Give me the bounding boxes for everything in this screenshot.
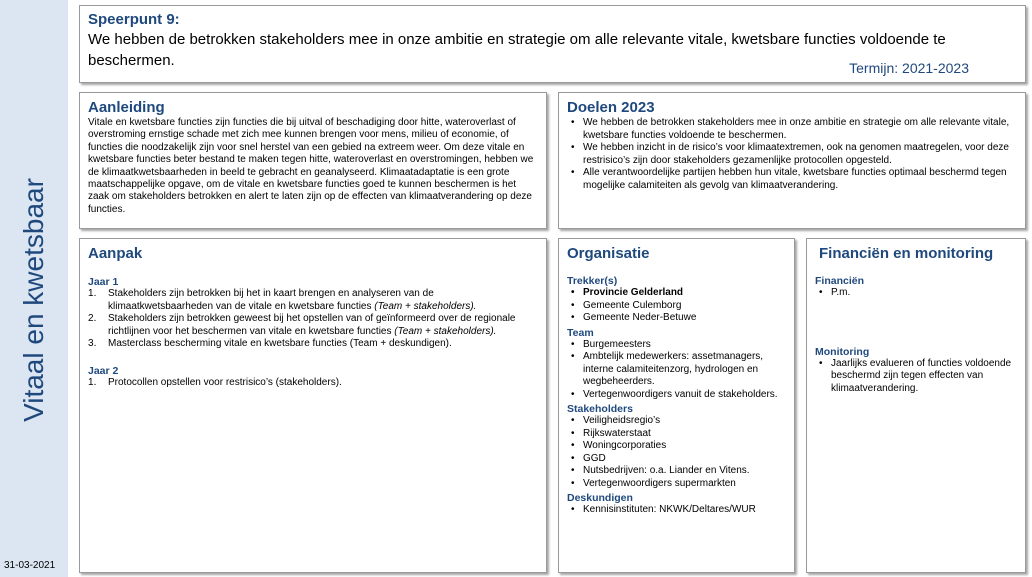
- financien-title: Financiën en monitoring: [819, 245, 994, 262]
- monitoring-list: [815, 358, 1017, 396]
- list-item: • Rijkswaterstaat: [583, 428, 786, 441]
- jaar1-label: Jaar 1: [88, 276, 119, 288]
- organisatie-box: [558, 238, 795, 573]
- team-list: [567, 339, 786, 402]
- list-item: • GGD: [583, 453, 786, 466]
- header-term: Termijn: 2021-2023: [849, 60, 969, 76]
- list-item: • Gemeente Neder-Betuwe: [583, 312, 786, 325]
- list-item: • Vertegenwoordigers vanuit de stakeholders.: [583, 389, 786, 402]
- trekkers-label: Trekker(s): [567, 275, 618, 287]
- list-item: • We hebben inzicht in de risico’s voor klimaatextremen, ook na genomen maatregelen, voor deze restrisico’s zijn door stakeholders gezamenlijke protocollen opgesteld.: [583, 142, 1017, 167]
- header-heading: Speerpunt 9:: [88, 11, 180, 28]
- sidebar-title: Vitaal en kwetsbaar: [18, 178, 49, 422]
- list-item: [108, 288, 538, 313]
- list-item: • Nutsbedrijven: o.a. Liander en Vitens.: [583, 465, 786, 478]
- item-note: (Team + stakeholders).: [394, 325, 497, 337]
- team-label: Team: [567, 326, 594, 339]
- deskundigen-label: Deskundigen: [567, 492, 633, 504]
- jaar2-list: [88, 377, 538, 390]
- list-item: [108, 313, 538, 338]
- list-item: • We hebben de betrokken stakeholders mee in onze ambitie en strategie om alle relevante vitale, kwetsbare functies voldoende te beschermen.: [583, 117, 1017, 142]
- monitoring-label: Monitoring: [815, 345, 870, 358]
- list-item: • Woningcorporaties: [583, 440, 786, 453]
- list-item: • Burgemeesters: [583, 339, 786, 352]
- organisatie-title: Organisatie: [567, 245, 650, 262]
- doelen-list: [567, 117, 1017, 192]
- list-item: • Ambtelijk medewerkers: assetmanagers, interne calamiteitenzorg, hydrologen en wegbeheerders.: [583, 351, 786, 389]
- aanpak-box: [79, 238, 547, 573]
- item-note: (Team + stakeholders).: [374, 300, 477, 312]
- list-item: • P.m.: [831, 287, 1017, 300]
- list-item: • Jaarlijks evalueren of functies voldoende beschermd zijn tegen effecten van klimaatverandering.: [831, 358, 1017, 396]
- header-box: [79, 5, 1026, 83]
- financien-label: Financiën: [815, 275, 865, 287]
- date-label: 31-03-2021: [4, 560, 56, 571]
- list-item: • Vertegenwoordigers supermarkten: [583, 478, 786, 491]
- header-text: We hebben de betrokken stakeholders mee in onze ambitie en strategie om alle relevante vitale, kwetsbare functies voldoende te beschermen.: [88, 31, 946, 69]
- financien-list: [815, 287, 1017, 300]
- financien-box: [806, 238, 1026, 573]
- trekkers-list: [567, 287, 786, 325]
- list-item: • Alle verantwoordelijke partijen hebben hun vitale, kwetsbare functies optimaal beschermd tegen mogelijke calamiteiten als gevolg van klimaatverandering.: [583, 167, 1017, 192]
- aanleiding-text: Vitale en kwetsbare functies zijn functies die bij uitval of beschadiging door hitte, wateroverlast of overstroming ernstige schade met zich mee kunnen brengen voor mens, milieu of economie, of functies die noodzakelijk zijn voor snel herstel van een gebied na extreem weer. Om deze vitale en kwetsbare functies beter bestand te maken tegen hitte, wateroverlast en overstromingen, hebben we de klimaatkwetsbaarheden in beeld te gebracht en geanalyseerd. Klimaatadaptatie is een grote maatschappelijke opgave, om de vitale en kwetsbare functies goed te kunnen beschermen is het zaak om stakeholders betrokken en alert te laten zijn op de effecten van klimaatverandering op deze functies.: [88, 117, 534, 215]
- item-text: Stakeholders zijn betrokken geweest bij het opstellen van of geïnformeerd over de regionale richtlijnen voor het beschermen van vitale en kwetsbare functies: [108, 313, 516, 337]
- jaar1-list: [88, 288, 538, 351]
- list-item: • Provincie Gelderland: [583, 287, 786, 300]
- list-item: [108, 338, 538, 351]
- list-item: Protocollen opstellen voor restrisico’s (stakeholders).: [108, 376, 342, 388]
- deskundigen-list: [567, 504, 786, 517]
- jaar2-label: Jaar 2: [88, 364, 119, 377]
- aanpak-title: Aanpak: [88, 245, 143, 262]
- item-text: Stakeholders zijn betrokken bij het in kaart brengen en analyseren van de klimaatkwetsbaarheden van de vitale en kwetsbare functies: [108, 288, 434, 312]
- sidebar: [0, 0, 68, 577]
- list-item: • Gemeente Culemborg: [583, 300, 786, 313]
- doelen-title: Doelen 2023: [567, 99, 655, 116]
- aanleiding-title: Aanleiding: [88, 99, 165, 116]
- list-item: • Kennisinstituten: NKWK/Deltares/WUR: [583, 504, 786, 517]
- stakeholders-label: Stakeholders: [567, 403, 633, 415]
- item-text: Masterclass bescherming vitale en kwetsbare functies (Team + deskundigen).: [108, 338, 452, 349]
- list-item: • Veiligheidsregio’s: [583, 415, 786, 428]
- doelen-box: [558, 92, 1026, 229]
- stakeholders-list: [567, 415, 786, 490]
- aanleiding-box: [79, 92, 547, 229]
